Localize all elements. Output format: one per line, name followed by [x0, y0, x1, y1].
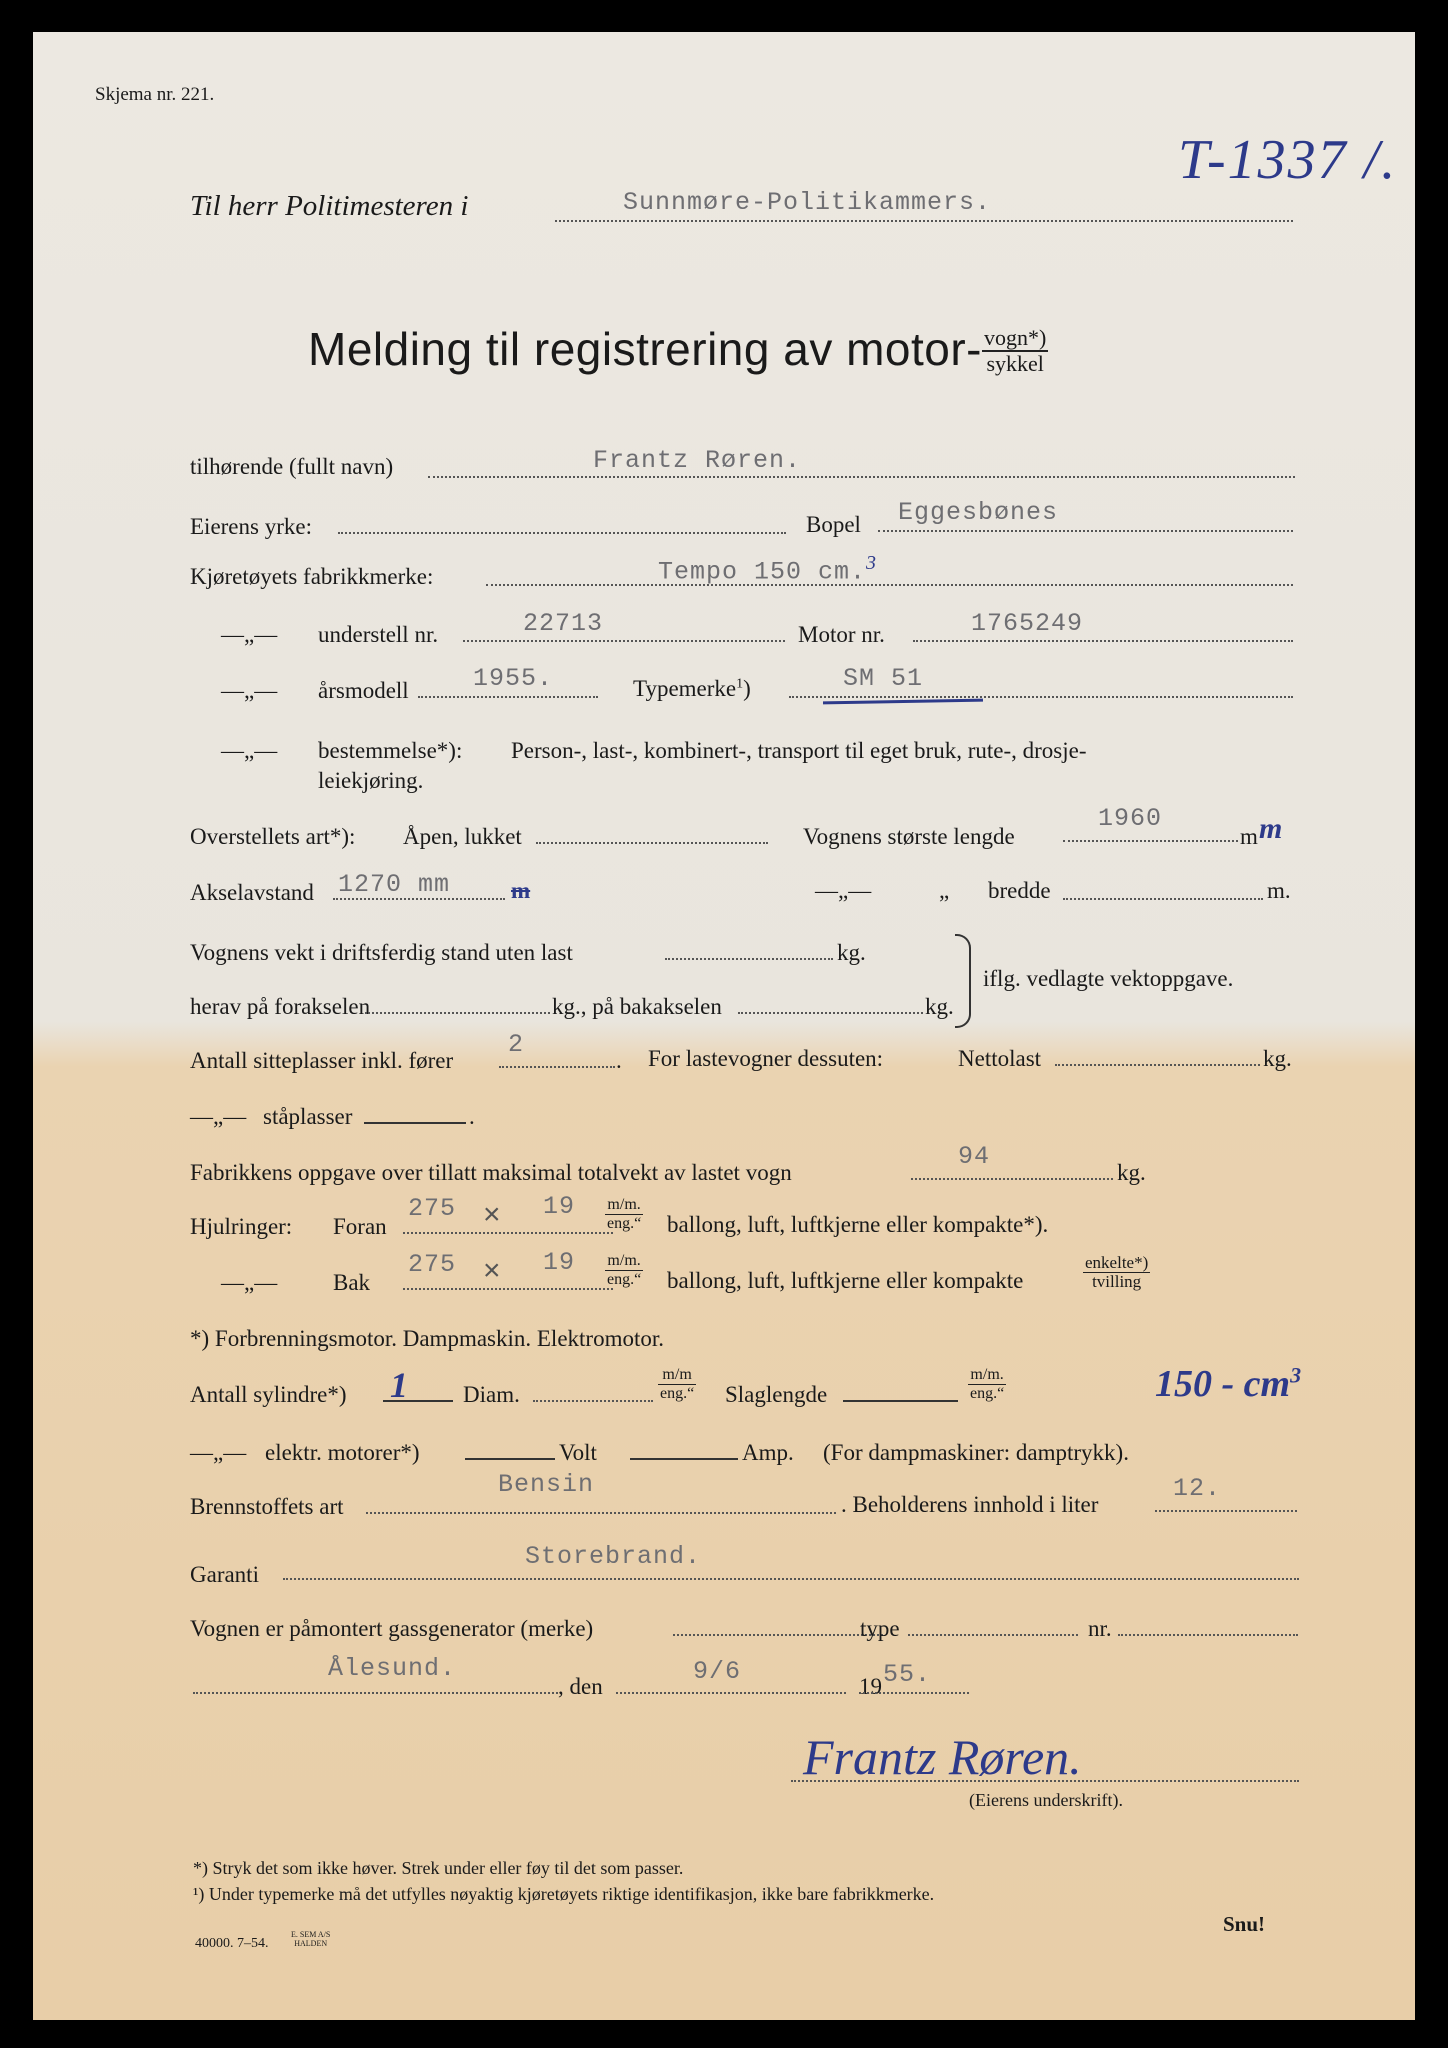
electric-motors-line — [465, 1458, 555, 1460]
tyres-label: Hjulringer: — [190, 1214, 293, 1239]
body-type-options: Åpen, lukket — [403, 824, 522, 849]
model-year-line — [418, 696, 598, 698]
signature-label: (Eierens underskrift). — [969, 1790, 1123, 1810]
fuel-value: Bensin — [498, 1470, 595, 1499]
purpose-options: Person-, last-, kombinert-, transport til eget bruk, rute-, drosje- — [511, 738, 1087, 763]
max-length-value: 1960 — [1098, 804, 1163, 833]
gas-type-line — [908, 1634, 1078, 1636]
seats-label: Antall sitteplasser inkl. fører — [190, 1048, 454, 1073]
tyres-rear-width: 275 — [408, 1250, 457, 1279]
weight-note: iflg. vedlagte vektoppgave. — [983, 966, 1234, 991]
print-info: 40000. 7–54. — [195, 1936, 269, 1951]
model-year-label: årsmodell — [318, 678, 409, 703]
fuel-label: Brennstoffets art — [190, 1494, 344, 1519]
printer-name: E. SEM A/S — [291, 1930, 331, 1939]
max-total-value: 94 — [958, 1142, 991, 1171]
date-value: 9/6 — [693, 1657, 742, 1686]
rear-axle-label: kg., på bakakselen — [552, 994, 722, 1019]
addressee-line — [555, 220, 1293, 222]
occupation-label: Eierens yrke: — [190, 514, 312, 539]
max-length-label: Vognens største lengde — [803, 824, 1015, 849]
date-line — [616, 1692, 846, 1694]
width-line — [1063, 898, 1263, 900]
form-code: Skjema nr. 221. — [95, 84, 215, 105]
tyres-rear-label: Bak — [333, 1270, 371, 1295]
stroke-line — [843, 1400, 958, 1402]
seats-trail: . — [616, 1048, 622, 1073]
max-length-unit-handwritten: m — [1259, 812, 1283, 845]
front-axle-label: herav på forakselen — [190, 994, 371, 1019]
owner-signature: Frantz Røren. — [803, 1729, 1082, 1785]
engine-types: *) Forbrenningsmotor. Dampmaskin. Elektromotor. — [190, 1326, 665, 1351]
tyres-rear-line — [403, 1288, 613, 1290]
width-unit: m. — [1267, 878, 1291, 903]
wheelbase-struck-unit: m — [511, 878, 531, 903]
tyres-front-line — [403, 1232, 613, 1234]
registration-form-page — [33, 32, 1415, 2020]
owner-label: tilhørende (fullt navn) — [190, 454, 394, 479]
tyres-front-width: 275 — [408, 1194, 457, 1223]
body-type-label: Overstellets art*): — [190, 824, 356, 849]
ditto-mark-6: —„— — [221, 1270, 278, 1295]
standing-label: ståplasser — [263, 1104, 353, 1129]
standing-trail: . — [469, 1104, 475, 1129]
title-option-vogn: vogn*) — [984, 325, 1047, 351]
title-main: Melding til registrering av motor- — [308, 323, 983, 375]
chassis-value: 22713 — [523, 609, 604, 638]
net-load-line — [1055, 1064, 1260, 1066]
residence-value: Eggesbønes — [898, 498, 1059, 527]
gas-no-label: nr. — [1088, 1616, 1112, 1641]
footnote-1: *) Stryk det som ikke høver. Strek under eller føy til det som passer. — [193, 1858, 684, 1878]
ditto-mark-2: —„— — [221, 678, 278, 703]
max-total-label: Fabrikkens oppgave over tillatt maksimal totalvekt av lastet vogn — [190, 1160, 792, 1185]
tyres-front-rim: 19 — [543, 1192, 576, 1221]
type-mark-underline — [823, 699, 983, 705]
displacement-margin-note: $150 - cm^3$ — [1155, 1362, 1302, 1405]
motor-no-value: 1765249 — [971, 609, 1084, 638]
motor-no-line — [913, 640, 1293, 642]
gas-generator-label: Vognen er påmontert gassgenerator (merke) — [190, 1616, 594, 1641]
width-label: bredde — [988, 878, 1051, 903]
rear-axle-unit: kg. — [925, 994, 954, 1019]
cylinders-label: Antall sylindre*) — [190, 1382, 347, 1407]
guarantee-line — [283, 1578, 1299, 1580]
diameter-label: Diam. — [463, 1382, 520, 1407]
type-mark-value: SM 51 — [843, 664, 924, 693]
form-title — [308, 322, 1048, 386]
chassis-label: understell nr. — [318, 622, 439, 647]
fuel-line — [366, 1512, 836, 1514]
place-line — [193, 1692, 558, 1694]
tank-label: . Beholderens innhold i liter — [841, 1492, 1099, 1517]
tyres-front-label: Foran — [333, 1214, 387, 1239]
ditto-mark-5: —„— — [190, 1104, 247, 1129]
title-option-sykkel: sykkel — [986, 351, 1044, 377]
width-quote: „ — [939, 878, 950, 903]
residence-line — [878, 530, 1293, 532]
type-mark-label: Typemerke$^1$) — [633, 676, 751, 701]
net-load-unit: kg. — [1263, 1046, 1292, 1071]
printer-city: HALDEN — [294, 1939, 328, 1948]
max-total-unit: kg. — [1117, 1160, 1146, 1185]
max-length-unit: m — [1240, 824, 1258, 849]
chassis-line — [463, 640, 785, 642]
tyres-rear-types: ballong, luft, luftkjerne eller kompakte — [667, 1268, 1024, 1293]
turn-over-note: Snu! — [1223, 1912, 1266, 1936]
ditto-mark-3: —„— — [221, 738, 278, 763]
diameter-line — [533, 1400, 653, 1402]
make-line — [486, 584, 1293, 586]
make-label: Kjøretøyets fabrikkmerke: — [190, 564, 434, 589]
weight-brace — [955, 934, 971, 1028]
stamp-code: T-1337 /. — [1178, 129, 1398, 191]
tyres-front-unit: $\frac{m/m.}{\text{eng.“}}$ — [607, 1196, 642, 1232]
seats-value: 2 — [508, 1030, 525, 1059]
tyres-rear-times: × — [483, 1254, 501, 1287]
diameter-unit: $\frac{m/m}{\text{eng.“}}$ — [660, 1366, 695, 1402]
tyres-front-times: × — [483, 1198, 501, 1231]
footnote-2: ¹) Under typemerke må det utfylles nøyaktig kjøretøyets riktige identifikasjon, ikke bare fabrikkmerke. — [193, 1884, 935, 1904]
printer-mark — [291, 1930, 330, 1948]
type-mark-line — [789, 696, 1293, 698]
tyres-rear-unit: $\frac{m/m.}{\text{eng.“}}$ — [607, 1252, 642, 1288]
gas-generator-line — [673, 1634, 883, 1636]
volt-line — [630, 1458, 738, 1460]
wheelbase-value: 1270 mm — [338, 870, 451, 899]
max-length-line — [1063, 840, 1238, 842]
occupation-line — [338, 532, 786, 534]
wheelbase-label: Akselavstand — [190, 880, 314, 905]
net-load-label: Nettolast — [958, 1046, 1042, 1071]
stroke-label: Slaglengde — [725, 1382, 828, 1407]
ditto-mark-7: —„— — [190, 1440, 247, 1465]
front-axle-line — [365, 1012, 550, 1014]
rear-axle-line — [738, 1012, 923, 1014]
purpose-options-cont: leiekjøring. — [318, 768, 424, 793]
signature-line — [791, 1780, 1299, 1782]
addressee-value: Sunnmøre-Politikammers. — [623, 188, 992, 217]
make-value: Tempo 150 cm.$^3$ — [658, 552, 878, 587]
volt-label: Volt — [559, 1440, 597, 1465]
tyres-rear-mount: $\frac{\text{enkelte*)}}{\text{tvilling}}$ — [1085, 1253, 1149, 1291]
residence-label: Bopel — [806, 512, 861, 537]
cylinders-line — [383, 1400, 453, 1402]
addressee-label: Til herr Politimesteren i — [190, 190, 469, 222]
weight-unit: kg. — [837, 940, 866, 965]
model-year-value: 1955. — [473, 664, 554, 693]
body-type-line — [536, 842, 768, 844]
purpose-label: bestemmelse*): — [318, 738, 463, 763]
place-value: Ålesund. — [328, 1654, 457, 1683]
steam-pressure-note: (For dampmaskiner: damptrykk). — [823, 1440, 1129, 1465]
tank-value: 12. — [1173, 1474, 1222, 1503]
ditto-mark-4: —„— — [815, 878, 872, 903]
tank-line — [1155, 1510, 1297, 1512]
motor-no-label: Motor nr. — [798, 622, 885, 647]
guarantee-label: Garanti — [190, 1562, 259, 1587]
gas-no-line — [1118, 1634, 1298, 1636]
wheelbase-line — [333, 898, 505, 900]
seats-line — [499, 1066, 615, 1068]
cargo-label: For lastevogner dessuten: — [648, 1046, 884, 1071]
weight-label: Vognens vekt i driftsferdig stand uten last — [190, 940, 573, 965]
cylinders-value: 1 — [390, 1365, 408, 1405]
owner-line — [428, 476, 1295, 478]
owner-value: Frantz Røren. — [593, 446, 802, 475]
electric-motors-label: elektr. motorer*) — [265, 1440, 420, 1465]
year-suffix: 55. — [883, 1660, 932, 1689]
tyres-front-types: ballong, luft, luftkjerne eller kompakte*). — [667, 1212, 1049, 1237]
weight-line — [665, 958, 833, 960]
tyres-rear-rim: 19 — [543, 1248, 576, 1277]
guarantee-value: Storebrand. — [525, 1542, 702, 1571]
year-line — [859, 1692, 969, 1694]
date-den-label: , den — [558, 1674, 603, 1699]
amp-label: Amp. — [742, 1440, 794, 1465]
year-prefix: 19 — [859, 1674, 882, 1699]
max-total-line — [911, 1178, 1113, 1180]
standing-line — [364, 1122, 466, 1124]
ditto-mark-1: —„— — [221, 622, 278, 647]
stroke-unit: $\frac{m/m.}{\text{eng.“}}$ — [970, 1366, 1005, 1402]
gas-type-label: type — [860, 1616, 900, 1641]
